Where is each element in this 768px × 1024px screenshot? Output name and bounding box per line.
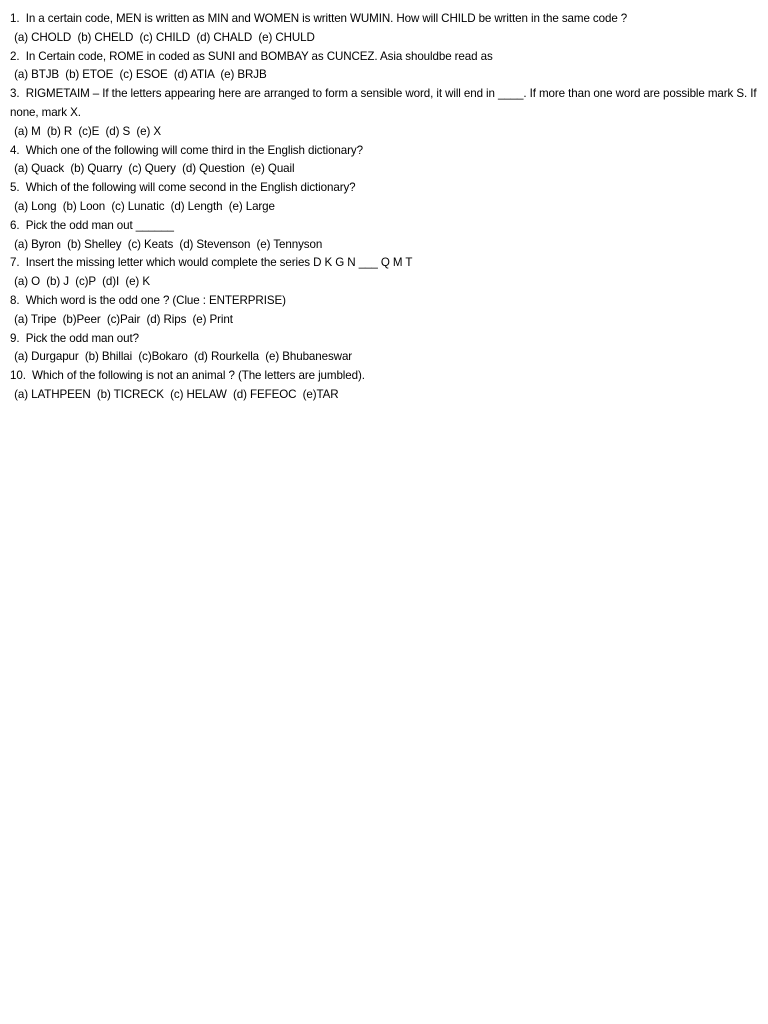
question-2-text: 2. In Certain code, ROME in coded as SUNI and BOMBAY as CUNCEZ. Asia shouldbe read as — [10, 49, 493, 63]
question-9-options: (a) Durgapur (b) Bhillai (c)Bokaro (d) Rourkella (e) Bhubaneswar — [11, 350, 353, 364]
question-8-options: (a) Tripe (b)Peer (c)Pair (d) Rips (e) Print — [11, 312, 233, 326]
question-10-options: (a) LATHPEEN (b) TICRECK (c) HELAW (d) FEFEOC (e)TAR — [11, 387, 339, 401]
question-1-text: 1. In a certain code, MEN is written as MIN and WOMEN is written WUMIN. How will CHILD be written in the same code ? — [10, 12, 628, 25]
question-sheet — [10, 10, 760, 405]
question-7-options: (a) O (b) J (c)P (d)I (e) K — [11, 275, 150, 289]
question-10-text: 10. Which of the following is not an animal ? (The letters are jumbled). — [10, 369, 365, 383]
question-3-text: 3. RIGMETAIM – If the letters appearing here are arranged to form a sensible word, it will end in ____. If more than one word are possible mark S. If none, mark X. — [10, 87, 760, 119]
question-4-text: 4. Which one of the following will come third in the English dictionary? — [10, 143, 363, 157]
question-6-text: 6. Pick the odd man out ______ — [10, 218, 174, 232]
question-9-text: 9. Pick the odd man out? — [10, 331, 139, 345]
question-1-options: (a) CHOLD (b) CHELD (c) CHILD (d) CHALD (e) CHULD — [11, 30, 315, 44]
question-5-text: 5. Which of the following will come second in the English dictionary? — [10, 181, 356, 195]
question-4-options: (a) Quack (b) Quarry (c) Query (d) Question (e) Quail — [11, 162, 295, 176]
question-8-text: 8. Which word is the odd one ? (Clue : ENTERPRISE) — [10, 293, 286, 307]
question-3-options: (a) M (b) R (c)E (d) S (e) X — [11, 124, 162, 138]
question-7-text: 7. Insert the missing letter which would complete the series D K G N ___ Q M T — [10, 256, 413, 270]
question-6-options: (a) Byron (b) Shelley (c) Keats (d) Stevenson (e) Tennyson — [11, 237, 323, 251]
question-2-options: (a) BTJB (b) ETOE (c) ESOE (d) ATIA (e) BRJB — [11, 68, 267, 82]
question-5-options: (a) Long (b) Loon (c) Lunatic (d) Length (e) Large — [11, 199, 275, 213]
